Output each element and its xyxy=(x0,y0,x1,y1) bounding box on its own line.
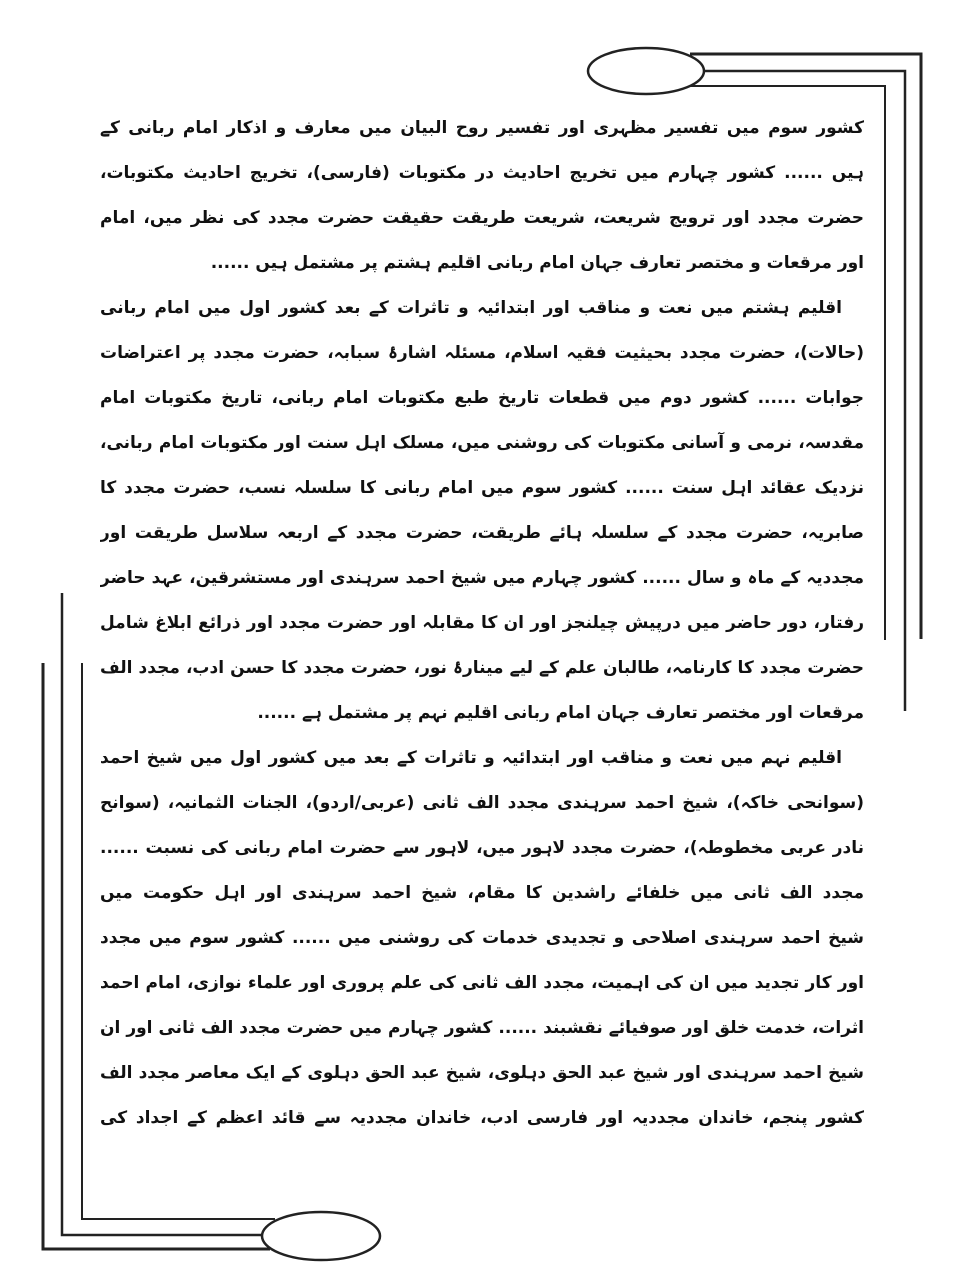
text-line: کشور پنجم، خاندان مجددیہ اور فارسی ادب، خاندان مجددیہ سے قائد اعظم کے اجداد کی xyxy=(100,1108,864,1128)
text-line: رفتار، دور حاضر میں درپیش چیلنجز اور ان کا مقابلہ اور حضرت مجدد اور ذرائع ابلاغ شامل xyxy=(100,613,864,633)
text-line: جوابات ...... کشور دوم میں قطعات تاریخ طبع مکتوبات امام ربانی، تاریخ مکتوبات امام xyxy=(100,388,864,408)
text-line: نادر عربی مخطوطہ)، حضرت مجدد لاہور میں، لاہور سے حضرت امام ربانی کی نسبت ...... xyxy=(100,838,864,858)
text-line: ہیں ...... کشور چہارم میں تخریج احادیث در مکتوبات (فارسی)، تخریج احادیث مکتوبات، xyxy=(100,163,864,183)
text-line: نزدیک عقائد اہل سنت ...... کشور سوم میں امام ربانی کا سلسلہ نسب، حضرت مجدد کا xyxy=(100,478,864,498)
text-line: مجدد الف ثانی میں خلفائے راشدین کا مقام، شیخ احمد سرہندی اور اہل حکومت میں xyxy=(100,883,864,903)
text-line: اقلیم نہم میں نعت و مناقب اور ابتدائیہ و تاثرات کے بعد میں کشور اول میں شیخ احمد xyxy=(100,748,842,768)
text-line: اقلیم ہشتم میں نعت و مناقب اور ابتدائیہ و تاثرات کے بعد کشور اول میں امام ربانی xyxy=(100,298,842,318)
text-line: مقدسہ، نرمی و آسانی مکتوبات کی روشنی میں، مسلک اہل سنت اور مکتوبات امام ربانی، xyxy=(100,433,864,453)
text-line: کشور سوم میں تفسیر مظہری اور تفسیر روح البیان میں معارف و اذکار امام ربانی کے xyxy=(100,118,864,138)
text-line: صابریہ، حضرت مجدد کے سلسلہ ہائے طریقت، حضرت مجدد کے اربعہ سلاسل طریقت اور xyxy=(100,523,864,543)
text-line: اور کار تجدید میں ان کی اہمیت، مجدد الف ثانی کی علم پروری اور علماء نوازی، امام احمد xyxy=(100,973,864,993)
urdu-body-text xyxy=(100,106,864,1141)
text-line: مجددیہ کے ماہ و سال ...... کشور چہارم میں شیخ احمد سرہندی اور مستشرقین، عہد حاضر xyxy=(100,568,864,588)
text-line: مرقعات اور مختصر تعارف جہان امام ربانی اقلیم نہم پر مشتمل ہے ...... xyxy=(257,703,864,723)
text-line: اثرات، خدمت خلق اور صوفیائے نقشبند ...... کشور چہارم میں حضرت مجدد الف ثانی اور ان xyxy=(100,1018,864,1038)
text-line: شیخ احمد سرہندی اور شیخ عبد الحق دہلوی، شیخ عبد الحق دہلوی کے ایک معاصر مجدد الف xyxy=(100,1063,864,1083)
text-line: (حالات)، حضرت مجدد بحیثیت فقیہ اسلام، مسئلہ اشارۂ سبابہ، حضرت مجدد پر اعتراضات xyxy=(100,343,864,363)
bottom-oval-ornament xyxy=(262,1212,380,1260)
text-line: شیخ احمد سرہندی اصلاحی و تجدیدی خدمات کی روشنی میں ...... کشور سوم میں مجدد xyxy=(100,928,864,948)
text-line: حضرت مجدد اور ترویج شریعت، شریعت طریقت حقیقت حضرت مجدد کی نظر میں، امام xyxy=(100,208,864,228)
top-oval-ornament xyxy=(588,48,704,94)
text-line: (سوانحی خاکہ)، شیخ احمد سرہندی مجدد الف ثانی (عربی/اردو)، الجنات الثمانیہ، (سوانح xyxy=(100,793,864,813)
text-line: اور مرقعات و مختصر تعارف جہان امام ربانی اقلیم ہشتم پر مشتمل ہیں ...... xyxy=(210,253,864,273)
text-line: حضرت مجدد کا کارنامہ، طالبان علم کے لیے مینارۂ نور، حضرت مجدد کا حسن ادب، مجدد الف xyxy=(100,658,864,678)
